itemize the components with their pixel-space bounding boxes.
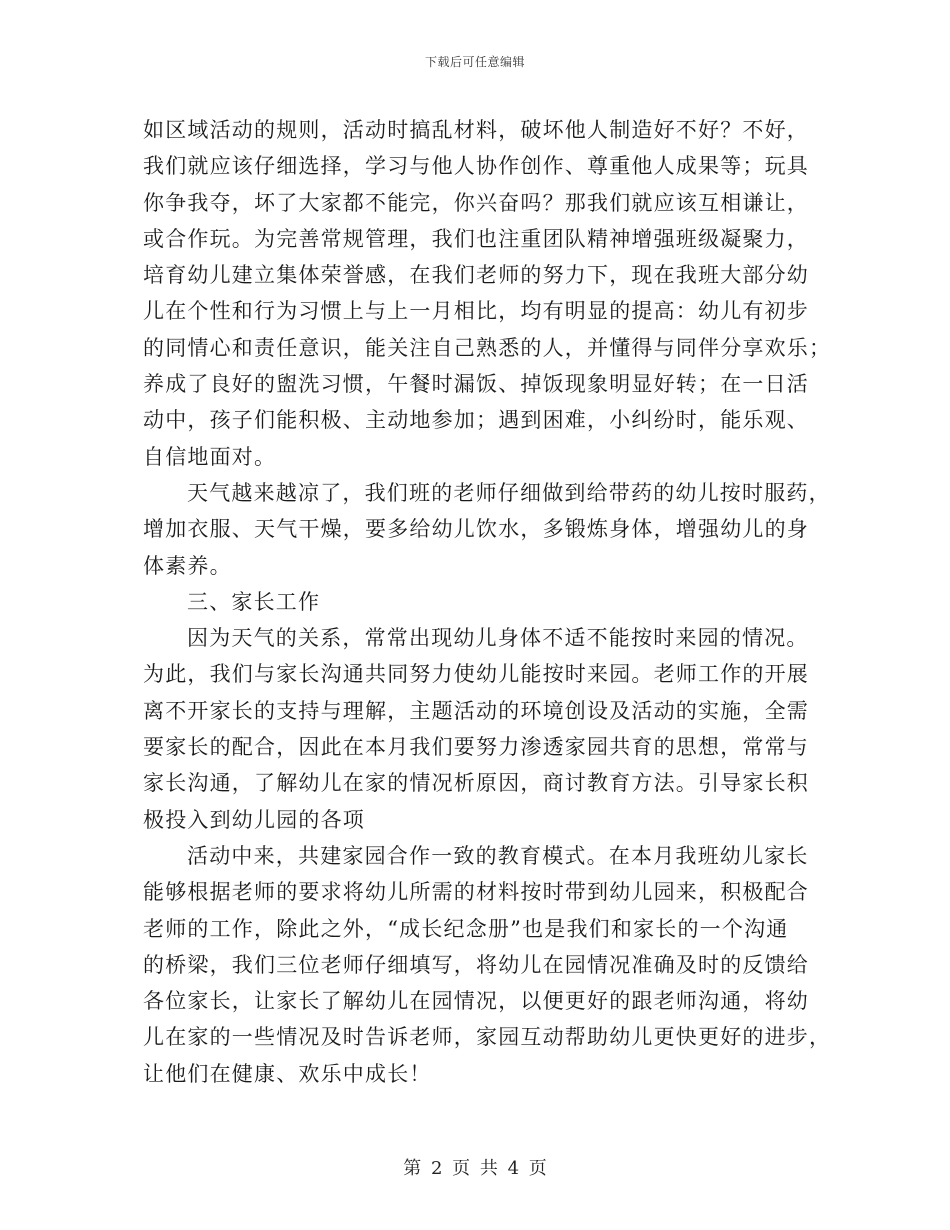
text-line: 如区域活动的规则，活动时搞乱材料，破坏他人制造好不好？不好，	[143, 118, 809, 142]
text-line: 让他们在健康、欢乐中成长！	[143, 1061, 432, 1086]
text-line: 要家长的配合，因此在本月我们要努力渗透家园共育的思想，常常与	[143, 735, 809, 760]
text-line: 自信地面对。	[143, 444, 277, 469]
text-line: 家长沟通，了解幼儿在家的情况析原因，商讨教育方法。引导家长积	[143, 771, 809, 796]
text-line: 活动中来，共建家园合作一致的教育模式。在本月我班幼儿家长	[187, 843, 809, 868]
text-line: 体素养。	[143, 553, 232, 578]
text-line: 极投入到幼儿园的各项	[143, 807, 365, 832]
text-line: 养成了良好的盥洗习惯，午餐时漏饭、掉饭现象明显好转；在一日活	[143, 372, 809, 397]
document-body	[143, 112, 832, 1092]
text-line: 儿在个性和行为习惯上与上一月相比，均有明显的提高：幼儿有初步	[143, 299, 809, 324]
text-line: 的桥梁，我们三位老师仔细填写，将幼儿在园情况准确及时的反馈给	[143, 952, 809, 977]
text-line: 动中，孩子们能积极、主动地参加；遇到困难，小纠纷时，能乐观、	[143, 408, 809, 433]
text-line: 三、家长工作	[187, 589, 321, 614]
text-line: 老师的工作，除此之外，“成长纪念册”也是我们和家长的一个沟通	[143, 916, 789, 941]
text-line: 培育幼儿建立集体荣誉感，在我们老师的努力下，现在我班大部分幼	[143, 263, 809, 288]
text-line: 我们就应该仔细选择，学习与他人协作创作、尊重他人成果等；玩具	[143, 154, 809, 179]
text-line: 或合作玩。为完善常规管理，我们也注重团队精神增强班级凝聚力，	[143, 226, 809, 251]
text-line: 为此，我们与家长沟通共同努力使幼儿能按时来园。老师工作的开展	[143, 662, 809, 687]
text-line: 各位家长，让家长了解幼儿在园情况，以便更好的跟老师沟通，将幼	[143, 989, 809, 1014]
page-footer: 第 2 页 共 4 页	[403, 1158, 547, 1179]
text-line: 能够根据老师的要求将幼儿所需的材料按时带到幼儿园来，积极配合	[143, 880, 809, 905]
page-header: 下载后可任意编辑	[424, 55, 525, 69]
text-line: 的同情心和责任意识，能关注自己熟悉的人，并懂得与同伴分享欢乐；	[143, 335, 832, 360]
text-line: 儿在家的一些情况及时告诉老师，家园互动帮助幼儿更快更好的进步，	[143, 1025, 832, 1050]
text-line: 你争我夺，坏了大家都不能完，你兴奋吗？那我们就应该互相谦让，	[143, 190, 809, 215]
text-line: 因为天气的关系，常常出现幼儿身体不适不能按时来园的情况。	[187, 626, 809, 651]
text-line: 增加衣服、天气干燥，要多给幼儿饮水，多锻炼身体，增强幼儿的身	[143, 517, 809, 542]
text-line: 天气越来越凉了，我们班的老师仔细做到给带药的幼儿按时服药，	[187, 480, 831, 505]
text-line: 离不开家长的支持与理解，主题活动的环境创设及活动的实施，全需	[143, 698, 809, 723]
